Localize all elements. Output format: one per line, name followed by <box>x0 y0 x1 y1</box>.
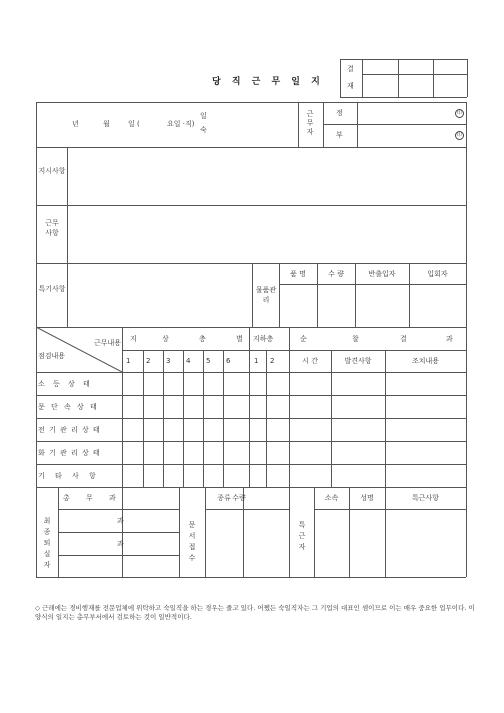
floor-num-3: 3 <box>166 357 171 365</box>
dept-general-affairs: 총 무 과 <box>63 494 116 502</box>
floor-num-4: 4 <box>186 357 191 365</box>
check-row-doors: 문 단 속 상 태 <box>38 403 97 411</box>
floor-num-6: 6 <box>226 357 231 365</box>
duty-jeong-label: 정 <box>336 109 343 117</box>
goods-label: 물품관리 <box>255 286 277 304</box>
date-month: 월 <box>103 120 110 128</box>
floor-h2: 상 <box>162 335 169 343</box>
dept-gwa-2: 과 <box>117 540 124 548</box>
patrol-h1: 순 <box>300 335 307 343</box>
special-worker-label: 특근자 <box>298 521 306 551</box>
approval-label-top: 결 <box>347 65 354 73</box>
doc-col-qty: 수량 <box>232 494 246 502</box>
date-suk: 숙 <box>200 126 207 134</box>
seal-bu: 印 <box>456 132 462 138</box>
patrol-h3: 결 <box>400 335 407 343</box>
seal-jeong: 印 <box>456 110 462 116</box>
goods-col-qty: 수 량 <box>328 270 344 278</box>
floor-h3: 층 <box>199 335 206 343</box>
guest-col-notes: 특근사항 <box>411 494 440 502</box>
check-row-electric: 전 기 관 리 상 태 <box>38 426 100 434</box>
special-label: 특기사항 <box>38 285 66 293</box>
floor-h4: 별 <box>236 335 243 343</box>
basement-label: 지하층 <box>253 335 274 343</box>
diag-work-label: 근무내용 <box>94 339 122 347</box>
check-row-lights: 소 등 상 태 <box>38 380 90 388</box>
date-il: 일 <box>200 112 207 120</box>
goods-col-name: 품 명 <box>290 270 306 278</box>
date-day: 일 ( <box>128 120 140 128</box>
last-leaver-label: 최종퇴실자 <box>43 517 51 569</box>
floor-num-2: 2 <box>146 357 151 365</box>
approval-label-bottom: 재 <box>347 82 354 90</box>
doc-receipt-label: 문서접수 <box>188 521 196 562</box>
footnote: ◇ 근래에는 경비행재를 전문업체에 위탁하고 숙일직을 하는 경우는 줄고 있다. 어쨌든 숙일직자는 그 기업의 대표인 셈이므로 이는 매우 중요한 업무이다. 이 양식의 일지는 총무부서에서 검토하는 것이 일반적이다. <box>35 604 475 621</box>
duty-person-label: 근무자 <box>306 110 314 136</box>
guest-col-affiliation: 소속 <box>324 494 339 502</box>
check-row-fire: 화 기 관 리 상 태 <box>38 449 100 457</box>
date-weekday: 요일 ·직) <box>167 120 195 128</box>
floor-h1: 지 <box>130 335 137 343</box>
patrol-time-header: 시 간 <box>302 357 318 365</box>
page-title: 당 직 근 무 일 지 <box>212 77 324 87</box>
patrol-action-header: 조치내용 <box>411 357 440 365</box>
floor-num-1: 1 <box>126 357 131 365</box>
duty-bu-label: 부 <box>336 131 343 139</box>
patrol-h2: 찰 <box>352 335 359 343</box>
patrol-h4: 과 <box>446 335 453 343</box>
doc-col-type: 종류 <box>217 494 231 502</box>
date-year: 년 <box>72 120 79 128</box>
guest-col-name: 성명 <box>360 494 374 502</box>
diag-check-label: 점검내용 <box>38 352 66 360</box>
work-label: 근무사항 <box>45 219 59 237</box>
patrol-found-header: 발견사항 <box>344 357 372 365</box>
goods-col-mover: 반출입자 <box>368 270 396 278</box>
instructions-label: 지시사항 <box>38 167 66 175</box>
check-row-other: 기 타 사 항 <box>38 472 96 480</box>
diagonal-line <box>36 327 123 372</box>
basement-num-2: 2 <box>270 357 275 365</box>
floor-num-5: 5 <box>206 357 211 365</box>
goods-col-witness: 입회자 <box>427 270 448 278</box>
dept-gwa-1: 과 <box>117 517 124 525</box>
basement-num-1: 1 <box>254 357 259 365</box>
